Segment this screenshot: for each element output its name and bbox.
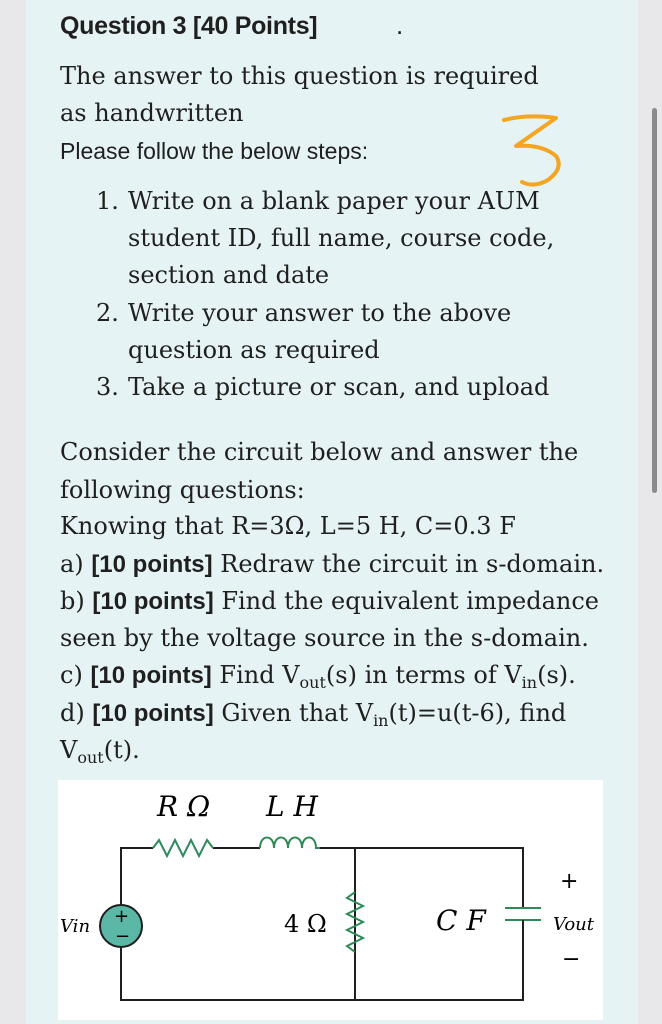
step-1-line-3: section and date bbox=[128, 261, 330, 289]
wire-left-top bbox=[121, 848, 153, 906]
label-l: L H bbox=[266, 790, 318, 823]
question-d bbox=[60, 699, 566, 728]
question-d-text-1: Given that V bbox=[213, 699, 374, 727]
question-c bbox=[60, 661, 576, 690]
knowing-line: Knowing that R=3Ω, L=5 H, C=0.3 F bbox=[60, 512, 516, 540]
step-3-line-1: Take a picture or scan, and upload bbox=[128, 373, 550, 401]
step-2-line-2: question as required bbox=[128, 336, 380, 364]
intro-line-1: The answer to this question is required bbox=[60, 62, 539, 90]
intro-line-3: Please follow the below steps: bbox=[60, 138, 369, 164]
handwritten-three-mark bbox=[498, 104, 578, 194]
question-c-points: [10 points] bbox=[90, 662, 212, 689]
label-r: R Ω bbox=[157, 790, 211, 823]
question-b-continued: seen by the voltage source in the s-domain. bbox=[60, 624, 589, 652]
capacitor-c bbox=[505, 908, 541, 920]
source-minus: − bbox=[115, 926, 131, 947]
question-d-continued bbox=[60, 736, 140, 767]
step-1-line-2: student ID, full name, course code, bbox=[128, 224, 555, 252]
question-a-text: Redraw the circuit in s-domain. bbox=[212, 550, 605, 578]
source-plus: + bbox=[114, 906, 130, 927]
consider-line-2: following questions: bbox=[60, 476, 305, 504]
label-vin: Vin bbox=[60, 916, 91, 937]
question-d-v: V bbox=[60, 736, 78, 764]
question-heading: Question 3 [40 Points] bbox=[60, 12, 318, 40]
label-4ohm: 4 Ω bbox=[284, 910, 327, 938]
circuit-svg bbox=[58, 780, 603, 1020]
step-2-number: 2. bbox=[96, 299, 119, 327]
question-c-text-2: (s) in terms of V bbox=[325, 661, 522, 689]
question-d-points: [10 points] bbox=[92, 700, 214, 727]
step-2-line-1: Write your answer to the above bbox=[128, 299, 512, 327]
question-d-text-3: (t). bbox=[103, 736, 140, 764]
scrollbar[interactable] bbox=[652, 108, 657, 493]
label-vout: Vout bbox=[553, 914, 595, 935]
question-a bbox=[60, 550, 604, 579]
wire-bottom bbox=[121, 932, 523, 1000]
question-a-points: [10 points] bbox=[91, 551, 213, 578]
question-d-sub-1: in bbox=[373, 711, 389, 730]
question-c-sub-2: in bbox=[521, 673, 538, 692]
step-3-number: 3. bbox=[96, 373, 119, 401]
question-d-label: d) bbox=[60, 699, 85, 727]
question-b-text: Find the equivalent impedance bbox=[213, 587, 600, 615]
label-vout-plus: + bbox=[560, 869, 579, 894]
step-1-number: 1. bbox=[96, 187, 119, 215]
question-b bbox=[60, 587, 599, 616]
question-d-text-2: (t)=u(t-6), find bbox=[388, 699, 567, 727]
question-d-sub-2: out bbox=[77, 748, 104, 767]
step-1-line-1: Write on a blank paper your AUM bbox=[128, 187, 540, 215]
inductor-l bbox=[260, 838, 320, 849]
question-c-text-1: Find V bbox=[211, 661, 300, 689]
circuit-diagram bbox=[58, 780, 603, 1020]
question-b-points: [10 points] bbox=[92, 588, 214, 615]
consider-line-1: Consider the circuit below and answer the bbox=[60, 438, 579, 466]
label-c: C F bbox=[436, 904, 486, 937]
question-c-text-3: (s). bbox=[537, 661, 576, 689]
resistor-r bbox=[153, 840, 213, 856]
label-vout-minus: − bbox=[562, 947, 581, 972]
intro-line-2: as handwritten bbox=[60, 99, 244, 127]
question-a-label: a) bbox=[60, 550, 84, 578]
question-b-label: b) bbox=[60, 587, 85, 615]
heading-dot: . bbox=[396, 10, 404, 40]
question-c-label: c) bbox=[60, 661, 83, 689]
question-c-sub-1: out bbox=[299, 673, 326, 692]
